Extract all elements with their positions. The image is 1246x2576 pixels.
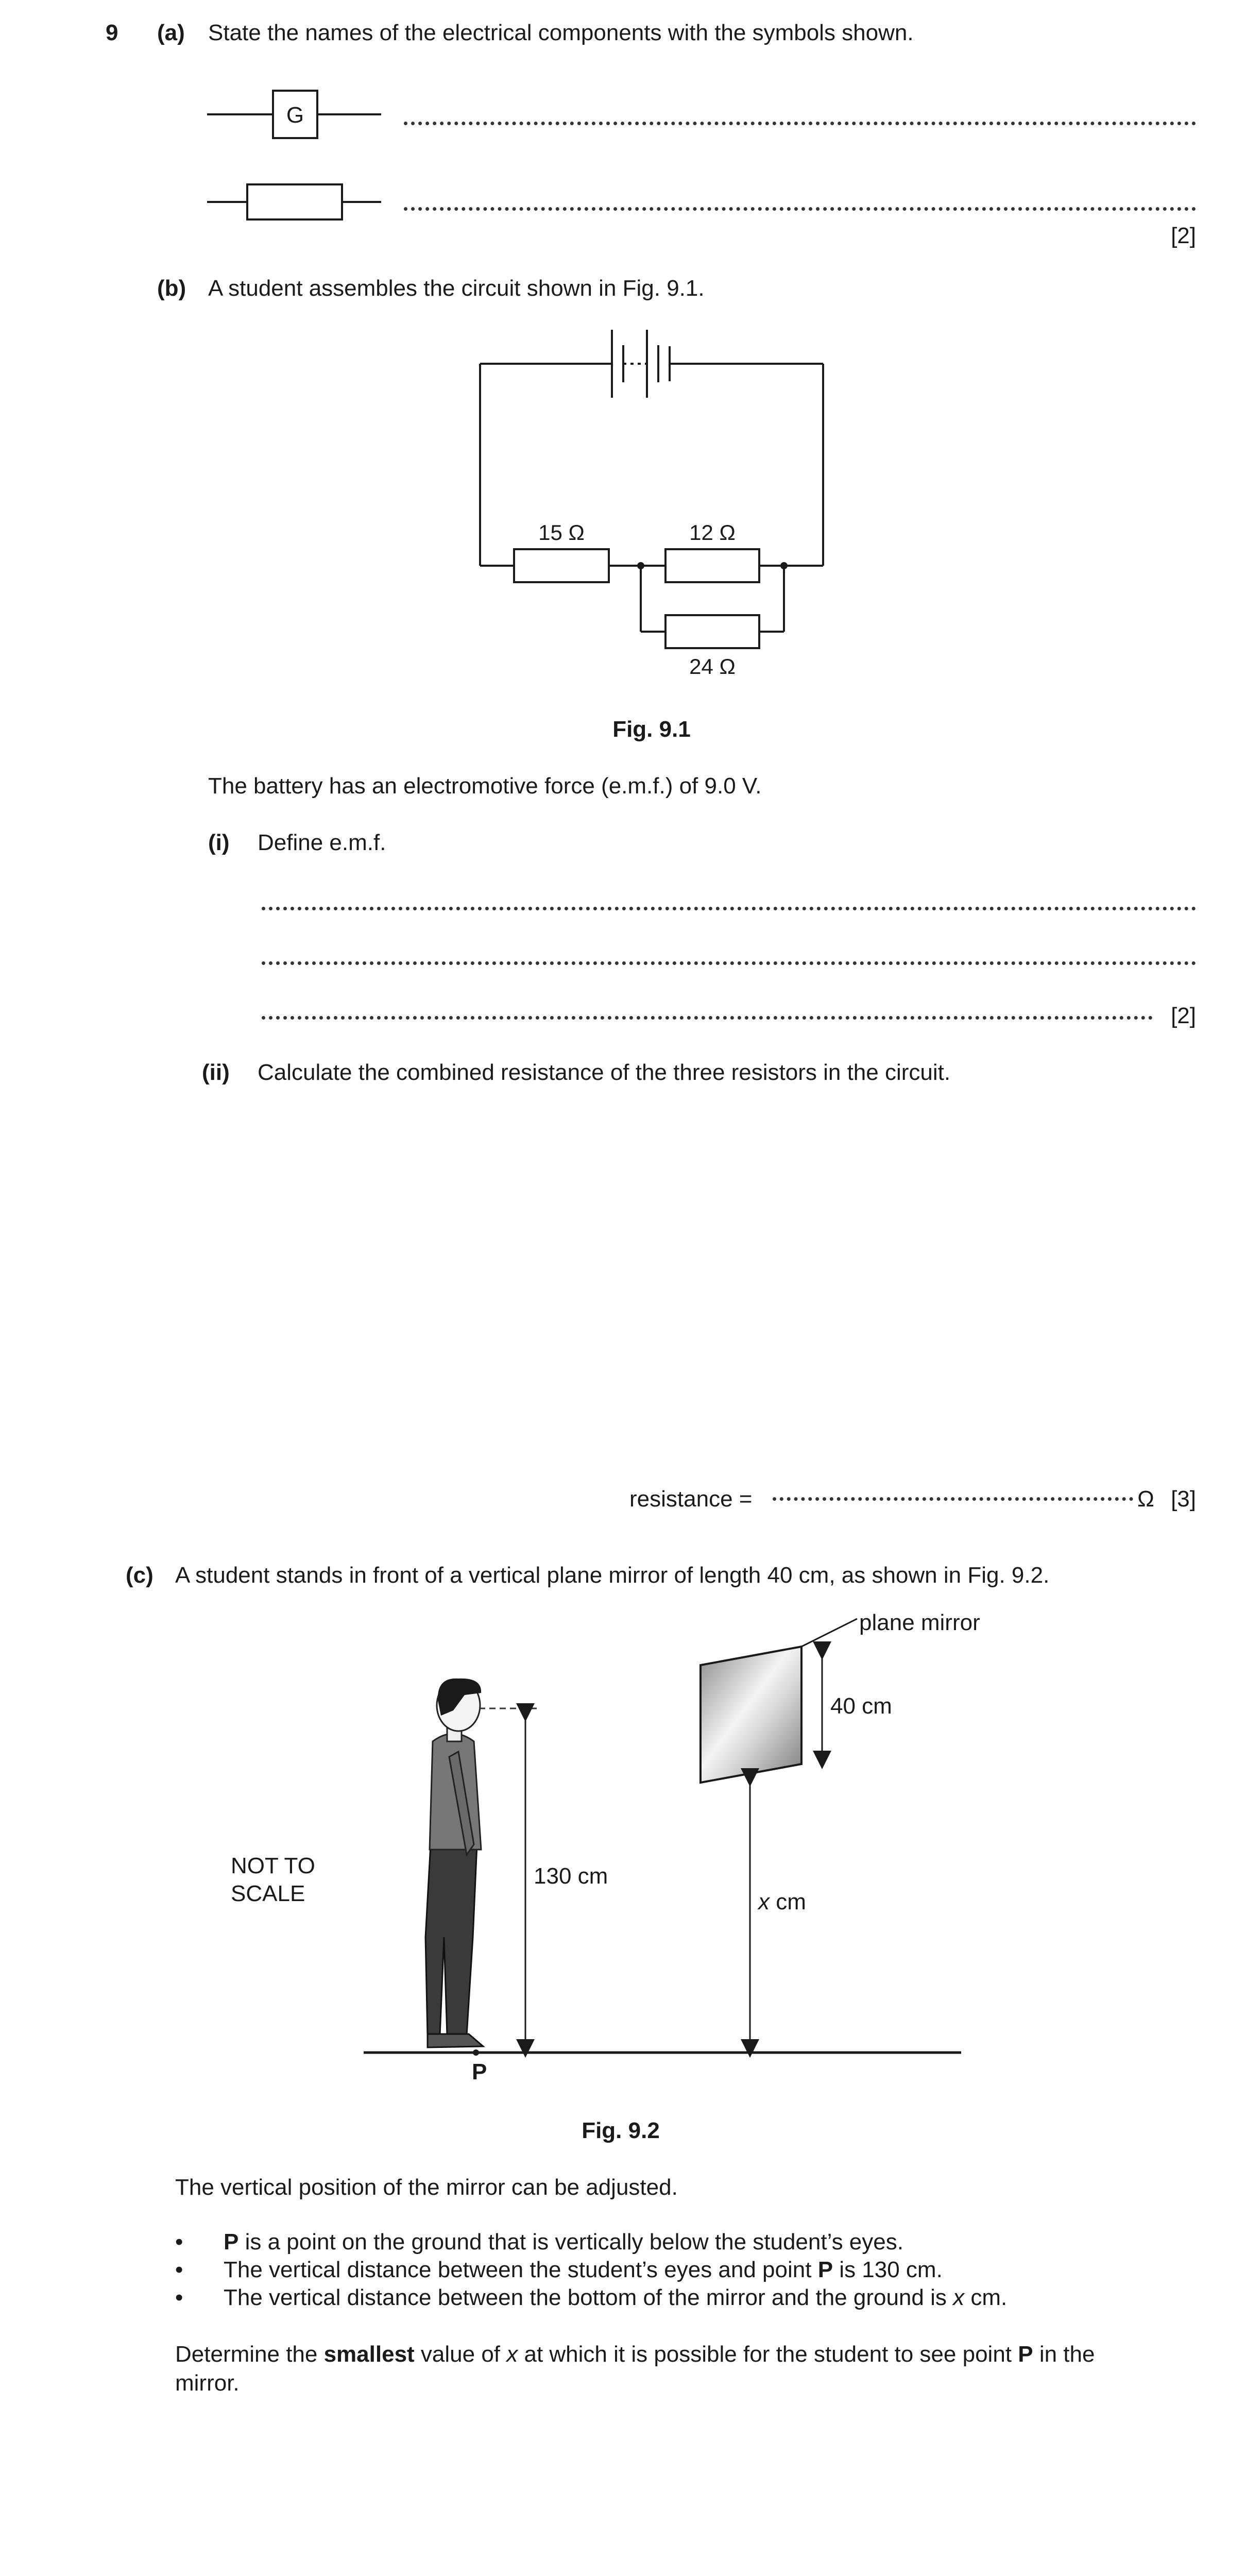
question-number: 9 <box>106 20 118 45</box>
student-figure <box>425 1679 483 2047</box>
junction-right <box>780 562 788 569</box>
sub-i-marks: [2] <box>1171 1003 1196 1028</box>
galvanometer-letter: G <box>286 103 304 128</box>
part-b-label: (b) <box>157 276 186 301</box>
adjust-text: The vertical position of the mirror can be adjusted. <box>175 2175 678 2200</box>
answer-line-i2[interactable] <box>262 961 1196 965</box>
plane-mirror <box>701 1647 801 1783</box>
sub-ii-text: Calculate the combined resistance of the three resistors in the circuit. <box>258 1060 951 1085</box>
mirror-label: plane mirror <box>859 1610 980 1635</box>
bullet-dot-1: • <box>175 2229 183 2255</box>
determine-text-line2: mirror. <box>175 2370 240 2396</box>
part-c-text: A student stands in front of a vertical plane mirror of length 40 cm, as shown in Fig. 9.2. <box>175 1563 1050 1588</box>
junction-left <box>637 562 644 569</box>
label-24-ohm: 24 Ω <box>689 654 736 679</box>
galvanometer-symbol <box>207 91 381 138</box>
point-p-label: P <box>472 2059 487 2084</box>
bullet-3: The vertical distance between the bottom of the mirror and the ground is x cm. <box>224 2285 1008 2310</box>
not-to-scale-2: SCALE <box>231 1881 305 1906</box>
part-a-label: (a) <box>157 20 185 45</box>
resistance-answer-label: resistance = <box>629 1486 753 1512</box>
label-15-ohm: 15 Ω <box>538 520 585 545</box>
bullet-1: P is a point on the ground that is vertically below the student’s eyes. <box>224 2229 903 2255</box>
resistor-24 <box>665 615 759 648</box>
part-a-text: State the names of the electrical components with the symbols shown. <box>208 20 914 45</box>
resistor-symbol <box>207 184 381 219</box>
label-12-ohm: 12 Ω <box>689 520 736 545</box>
height-label: 130 cm <box>534 1863 608 1889</box>
battery-emf-text: The battery has an electromotive force (e.m.f.) of 9.0 V. <box>208 773 762 799</box>
determine-text: Determine the smallest value of x at which it is possible for the student to see point P in the <box>175 2342 1095 2367</box>
answer-line-a2[interactable] <box>404 207 1196 211</box>
resistor-12 <box>665 549 759 582</box>
answer-line-i1[interactable] <box>262 907 1196 910</box>
answer-line-i3[interactable] <box>262 1016 1153 1020</box>
bullet-2: The vertical distance between the student’s eyes and point P is 130 cm. <box>224 2257 943 2282</box>
fig-9-2-caption: Fig. 9.2 <box>582 2118 660 2143</box>
sub-ii-label: (ii) <box>202 1060 230 1085</box>
not-to-scale-1: NOT TO <box>231 1853 315 1878</box>
sub-i-label: (i) <box>208 830 230 855</box>
bullet-dot-3: • <box>175 2285 183 2310</box>
bullet-dot-2: • <box>175 2257 183 2282</box>
answer-line-a1[interactable] <box>404 122 1196 125</box>
part-a-marks: [2] <box>1171 223 1196 248</box>
resistance-unit: Ω <box>1137 1486 1154 1512</box>
resistor-15 <box>514 549 609 582</box>
fig-9-1-caption: Fig. 9.1 <box>612 717 691 742</box>
x-label: x cm <box>758 1889 806 1914</box>
mirror-length-label: 40 cm <box>830 1693 892 1719</box>
sub-ii-marks: [3] <box>1171 1486 1196 1512</box>
part-b-text: A student assembles the circuit shown in Fig. 9.1. <box>208 276 705 301</box>
point-p-marker <box>473 2049 479 2056</box>
sub-i-text: Define e.m.f. <box>258 830 386 855</box>
resistance-answer-line[interactable] <box>773 1497 1133 1501</box>
part-c-label: (c) <box>126 1563 153 1588</box>
